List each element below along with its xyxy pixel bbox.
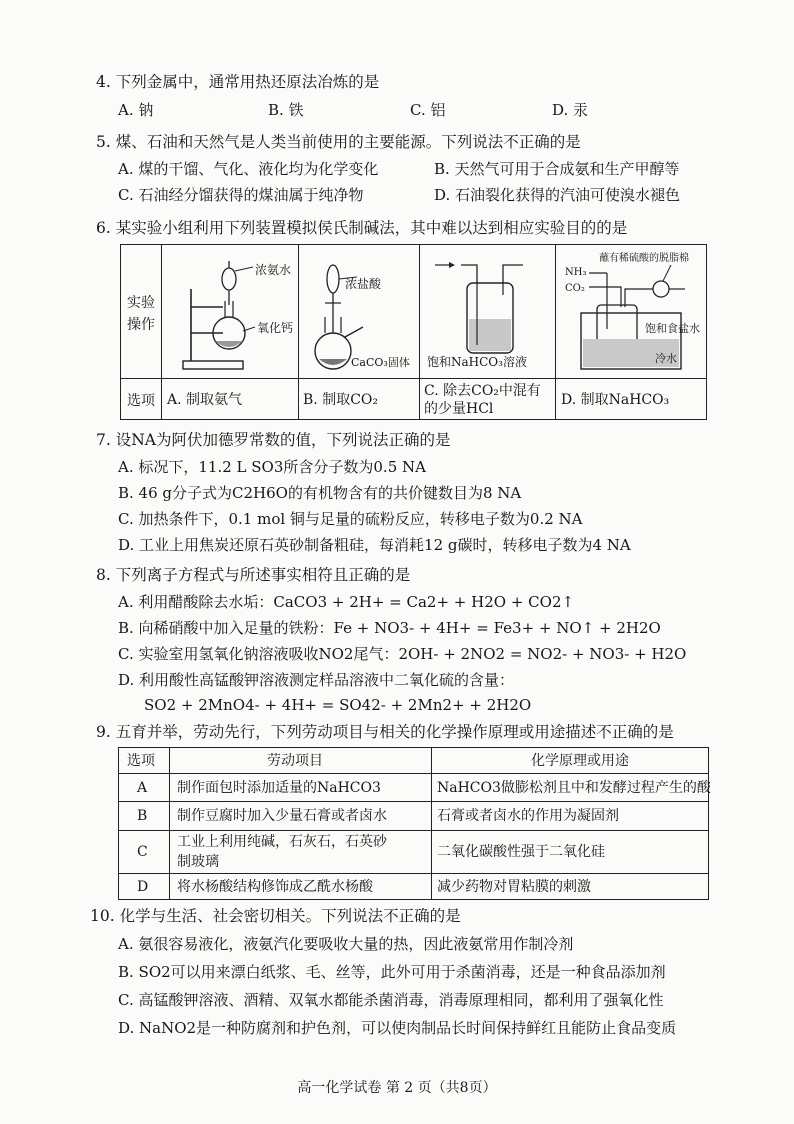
q9-header-principle: 化学原理或用途: [531, 753, 629, 769]
q6-row-label-1: 实验: [127, 295, 155, 311]
q7-option-b: B. 46 g分子式为C2H6O的有机物含有的共价键数目为8 NA: [118, 484, 522, 502]
q8-option-a: A. 利用醋酸除去水垢：CaCO3 + 2H+ = Ca2+ + H2O + CO2↑: [118, 593, 575, 611]
q9-row-b-option: B: [137, 808, 148, 824]
q6-option-a: A. 制取氨气: [167, 392, 243, 408]
fig-d-label-nh3: NH₃: [565, 267, 587, 278]
q5-option-a: A. 煤的干馏、气化、液化均为化学变化: [118, 160, 379, 178]
q9-row-a-principle: NaHCO3做膨松剂且中和发酵过程产生的酸: [437, 780, 711, 796]
q7-option-d: D. 工业上用焦炭还原石英砂制备粗硅，每消耗12 g碳时，转移电子数为4 NA: [118, 536, 631, 554]
q8-stem: 8. 下列离子方程式与所述事实相符且正确的是: [96, 566, 411, 584]
q9-row-b-item: 制作豆腐时加入少量石膏或者卤水: [177, 808, 387, 824]
q9-row-c-principle: 二氧化碳酸性强于二氧化硅: [437, 844, 605, 860]
q6-apparatus-table: [120, 244, 707, 420]
q5-option-b: B. 天然气可用于合成氨和生产甲醇等: [434, 160, 680, 178]
q6-option-d: D. 制取NaHCO₃: [561, 392, 670, 408]
q9-header-item: 劳动项目: [267, 753, 323, 769]
q4-option-c: C. 铝: [410, 101, 446, 119]
q7-option-c: C. 加热条件下，0.1 mol 铜与足量的硫粉反应，转移电子数为0.2 NA: [118, 510, 583, 528]
q7-option-a: A. 标况下，11.2 L SO3所含分子数为0.5 NA: [118, 458, 426, 476]
q9-row-d-item: 将水杨酸结构修饰成乙酰水杨酸: [177, 879, 373, 895]
q9-row-b-principle: 石膏或者卤水的作用为凝固剂: [437, 808, 619, 824]
q8-option-d-equation: SO2 + 2MnO4- + 4H+ = SO42- + 2Mn2+ + 2H2O: [144, 696, 532, 714]
q5-option-d: D. 石油裂化获得的汽油可使溴水褪色: [434, 186, 681, 204]
q10-option-c: C. 高锰酸钾溶液、酒精、双氧水都能杀菌消毒，消毒原理相同，都利用了强氧化性: [118, 991, 664, 1009]
q8-option-d: D. 利用酸性高锰酸钾溶液测定样品溶液中二氧化硫的含量：: [118, 671, 515, 689]
q6-stem: 6. 某实验小组利用下列装置模拟侯氏制碱法，其中难以达到相应实验目的的是: [96, 219, 628, 237]
q5-option-c: C. 石油经分馏获得的煤油属于纯净物: [118, 186, 364, 204]
q5-stem: 5. 煤、石油和天然气是人类当前使用的主要能源。下列说法不正确的是: [96, 133, 581, 151]
q10-option-b: B. SO2可以用来漂白纸浆、毛、丝等，此外可用于杀菌消毒，还是一种食品添加剂: [118, 963, 666, 981]
q8-option-c: C. 实验室用氢氧化钠溶液吸收NO2尾气：2OH- + 2NO2 = NO2- + NO3- + H2O: [118, 645, 687, 663]
page-footer: 高一化学试卷 第 2 页（共8页）: [297, 1080, 497, 1096]
fig-c-label-solution: 饱和NaHCO₃溶液: [427, 355, 527, 369]
q9-stem: 9. 五育并举，劳动先行，下列劳动项目与相关的化学操作原理或用途描述不正确的是: [96, 723, 674, 741]
fig-d-label-co2: CO₂: [565, 283, 585, 294]
fig-d-label-salt-water: 饱和食盐水: [645, 322, 700, 335]
q6-option-c-line2: 的少量HCl: [424, 401, 494, 417]
q7-stem: 7. 设NA为阿伏加德罗常数的值，下列说法正确的是: [96, 431, 451, 449]
q4-option-b: B. 铁: [268, 101, 304, 119]
q6-option-b: B. 制取CO₂: [303, 392, 378, 408]
fig-d-label-cold-water: 冷水: [655, 352, 677, 365]
q9-row-c-item-line2: 制玻璃: [177, 854, 219, 870]
q6-row-label-options: 选项: [127, 393, 155, 409]
q10-option-a: A. 氨很容易液化，液氨汽化要吸收大量的热，因此液氨常用作制冷剂: [118, 935, 574, 953]
q9-row-c-item-line1: 工业上利用纯碱，石灰石，石英砂: [177, 834, 387, 850]
fig-a-label-cao: 氧化钙: [257, 321, 294, 335]
q10-option-d: D. NaNO2是一种防腐剂和护色剂，可以使肉制品长时间保持鲜红且能防止食品变质: [118, 1019, 677, 1037]
fig-d-label-cotton: 蘸有稀硫酸的脱脂棉: [599, 253, 689, 264]
fig-b-label-caco3: CaCO₃固体: [351, 356, 410, 369]
q8-option-b: B. 向稀硝酸中加入足量的铁粉：Fe + NO3- + 4H+ = Fe3+ + NO↑ + 2H2O: [118, 619, 661, 637]
q6-option-c-line1: C. 除去CO₂中混有: [424, 383, 541, 399]
q4-option-a: A. 钠: [118, 101, 154, 119]
q9-header-option: 选项: [127, 753, 155, 769]
q4-stem: 4. 下列金属中，通常用热还原法冶炼的是: [96, 73, 380, 91]
q10-stem: 10. 化学与生活、社会密切相关。下列说法不正确的是: [90, 907, 461, 925]
q9-row-c-option: C: [137, 844, 148, 860]
q9-row-d-option: D: [137, 879, 149, 895]
q6-row-label-2: 操作: [127, 317, 155, 333]
q9-row-d-principle: 减少药物对胃粘膜的刺激: [437, 879, 591, 895]
q9-row-a-item: 制作面包时添加适量的NaHCO3: [177, 780, 381, 796]
fig-b-label-hcl: 浓盐酸: [345, 277, 382, 291]
fig-a-label-ammonia: 浓氨水: [255, 263, 292, 277]
q9-table: [118, 747, 709, 900]
q9-row-a-option: A: [137, 780, 148, 796]
q4-option-d: D. 汞: [552, 101, 589, 119]
